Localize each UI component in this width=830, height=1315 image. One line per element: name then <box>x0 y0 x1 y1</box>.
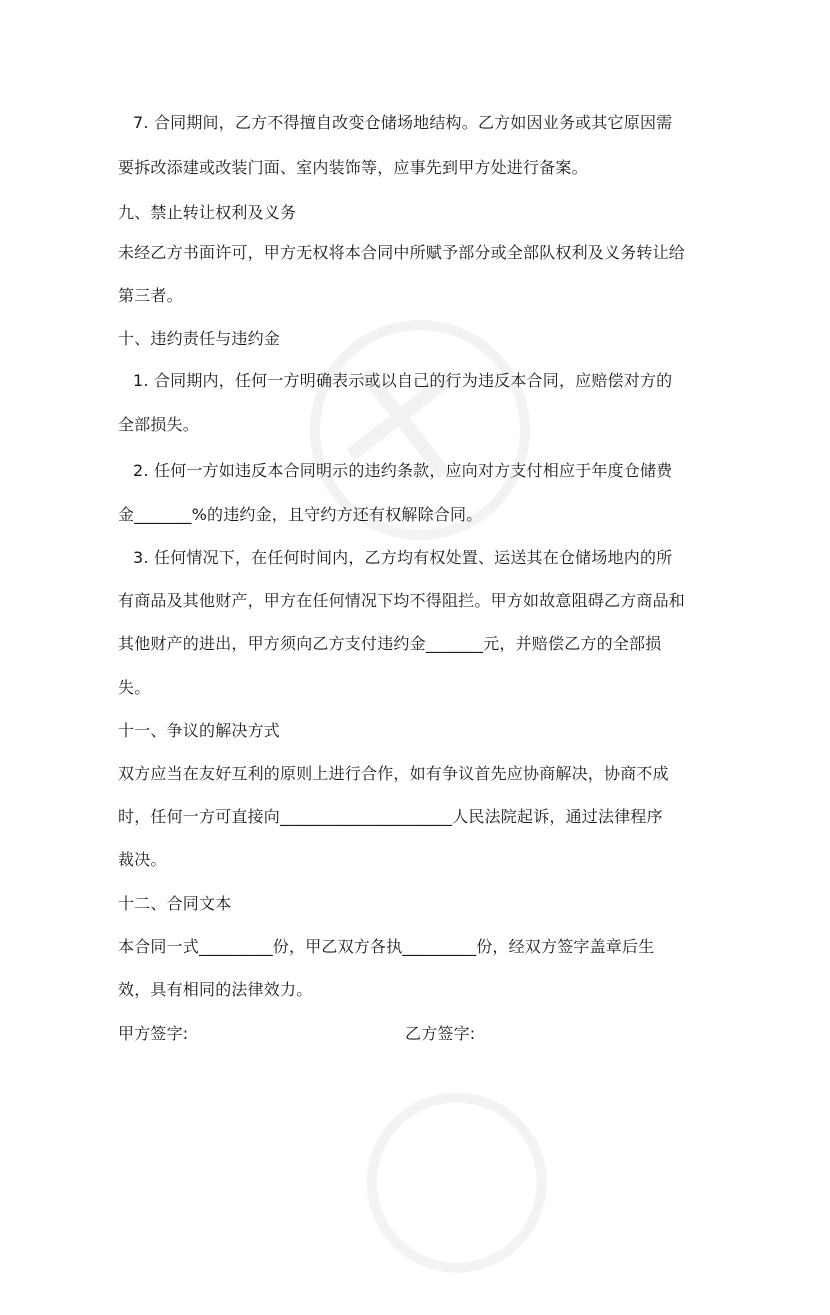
text-line: 7. 合同期间，乙方不得擅自改变仓储场地结构。乙方如因业务或其它原因需 <box>133 113 673 132</box>
watermark-logo-bottom <box>316 1030 563 1260</box>
text-line: 1. 合同期内，任何一方明确表示或以自己的行为违反本合同，应赔偿对方的 <box>133 371 673 390</box>
text-line: 双方应当在友好互利的原则上进行合作，如有争议首先应协商解决，协商不成 <box>118 764 669 783</box>
text-line: 第三者。 <box>118 286 183 305</box>
text-line: 要拆改添建或改装门面、室内装饰等，应事先到甲方处进行备案。 <box>118 158 588 177</box>
signature-party-b: 乙方签字: <box>405 1024 476 1043</box>
text-line: 有商品及其他财产，甲方在任何情况下均不得阻拦。甲方如故意阻碍乙方商品和 <box>118 591 686 610</box>
section-heading: 十二、合同文本 <box>118 894 232 913</box>
text-line: 全部损失。 <box>118 415 200 434</box>
text-line: 其他财产的进出，甲方须向乙方支付违约金_______元，并赔偿乙方的全部损 <box>118 634 662 653</box>
section-heading: 十、违约责任与违约金 <box>118 329 281 348</box>
text-line: 2. 任何一方如违反本合同明示的违约条款，应向对方支付相应于年度仓储费 <box>133 461 673 480</box>
signature-party-a: 甲方签字: <box>118 1024 189 1043</box>
text-line: 效，具有相同的法律效力。 <box>118 980 313 999</box>
section-heading: 十一、争议的解决方式 <box>118 721 281 740</box>
text-line: 金_______%的违约金，且守约方还有权解除合同。 <box>118 505 483 524</box>
text-line: 未经乙方书面许可，甲方无权将本合同中所赋予部分或全部队权利及义务转让给 <box>118 243 686 262</box>
text-line: 本合同一式_________份，甲乙双方各执_________份，经双方签字盖章后生 <box>118 937 655 956</box>
text-line: 时，任何一方可直接向_____________________人民法院起诉，通过法律程序 <box>118 807 663 826</box>
section-heading: 九、禁止转让权利及义务 <box>118 203 297 222</box>
text-line: 3. 任何情况下，在任何时间内，乙方均有权处置、运送其在仓储场地内的所 <box>133 548 673 567</box>
text-line: 失。 <box>118 678 151 697</box>
text-line: 裁决。 <box>118 850 167 869</box>
